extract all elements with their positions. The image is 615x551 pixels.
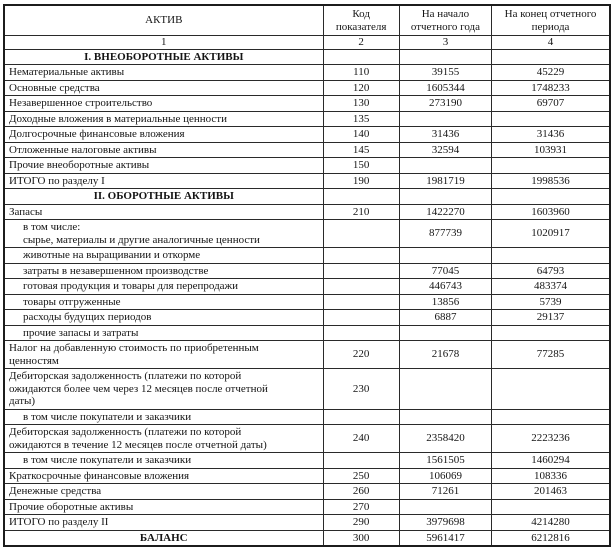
table-row — [4, 204, 610, 220]
row-value-begin: 273190 — [399, 96, 491, 112]
row-value-end — [492, 499, 610, 515]
row-value-begin: 1605344 — [399, 80, 491, 96]
row-label-line: в том числе покупатели и заказчики — [23, 454, 192, 466]
row-value-begin — [399, 248, 491, 264]
row-label — [4, 294, 323, 310]
row-value-end — [492, 409, 610, 425]
row-label — [4, 111, 323, 127]
row-label-line: Дебиторская задолженность (платежи по которой — [9, 370, 242, 382]
table-row — [4, 425, 610, 453]
header-begin-year: На начало отчетного года — [399, 5, 491, 36]
row-value-end: 45229 — [492, 65, 610, 81]
row-value-begin — [399, 111, 491, 127]
row-label-line: ИТОГО по разделу I — [9, 174, 105, 187]
row-value-end: 1748233 — [492, 80, 610, 96]
row-label-line: ожидаются более чем через 12 месяцев после отчетной — [9, 382, 268, 395]
row-value-begin: 446743 — [399, 279, 491, 295]
row-value-end — [492, 49, 610, 65]
row-value-begin — [399, 189, 491, 205]
row-code: 240 — [323, 425, 399, 453]
row-value-end: 5739 — [492, 294, 610, 310]
row-value-begin: 31436 — [399, 127, 491, 143]
table-row — [4, 484, 610, 500]
row-value-begin: 77045 — [399, 263, 491, 279]
row-label-line: Отложенные налоговые активы — [9, 143, 157, 156]
row-label-line: Запасы — [9, 205, 43, 218]
table-row — [4, 530, 610, 546]
row-value-end: 29137 — [492, 310, 610, 326]
row-code — [323, 310, 399, 326]
table-row — [4, 65, 610, 81]
row-label — [4, 80, 323, 96]
row-label-line: II. ОБОРОТНЫЕ АКТИВЫ — [93, 190, 234, 202]
table-row — [4, 294, 610, 310]
table-row — [4, 127, 610, 143]
table-row — [4, 409, 610, 425]
row-label — [4, 515, 323, 531]
row-label-line: Доходные вложения в материальные ценности — [9, 112, 227, 125]
header-end-period: На конец отчетного периода — [492, 5, 610, 36]
row-value-end: 1020917 — [492, 220, 610, 248]
row-label-line: Прочие внеоборотные активы — [9, 159, 150, 171]
row-label-line: Незавершенное строительство — [9, 97, 153, 109]
row-value-begin — [399, 325, 491, 341]
row-code: 230 — [323, 369, 399, 410]
header-code: Код показателя — [323, 5, 399, 36]
row-value-begin — [399, 409, 491, 425]
table-body — [4, 49, 610, 546]
table-row — [4, 111, 610, 127]
row-code: 150 — [323, 158, 399, 174]
row-label-line: Нематериальные активы — [9, 66, 125, 78]
row-label-line: I. ВНЕОБОРОТНЫЕ АКТИВЫ — [84, 50, 244, 63]
row-code: 250 — [323, 468, 399, 484]
row-code: 110 — [323, 65, 399, 81]
row-code — [323, 453, 399, 469]
row-code — [323, 279, 399, 295]
table-row — [4, 96, 610, 112]
row-code — [323, 263, 399, 279]
row-value-begin: 21678 — [399, 341, 491, 369]
row-value-end: 2223236 — [492, 425, 610, 453]
table-row — [4, 515, 610, 531]
row-value-end: 1998536 — [492, 173, 610, 189]
row-label — [4, 484, 323, 500]
row-value-end: 483374 — [492, 279, 610, 295]
table-row — [4, 189, 610, 205]
row-label-line: Денежные средства — [9, 485, 102, 497]
row-value-begin: 71261 — [399, 484, 491, 500]
table-row — [4, 142, 610, 158]
row-label-line: в том числе покупатели и заказчики — [23, 410, 192, 423]
row-label — [4, 220, 323, 248]
row-label-line: сырье, материалы и другие аналогичные ценности — [23, 233, 260, 246]
table-row — [4, 263, 610, 279]
row-label — [4, 425, 323, 453]
row-value-end: 108336 — [492, 468, 610, 484]
row-label — [4, 279, 323, 295]
table-row — [4, 325, 610, 341]
row-value-end: 6212816 — [492, 530, 610, 546]
row-label — [4, 189, 323, 205]
row-code: 220 — [323, 341, 399, 369]
row-value-begin: 1981719 — [399, 173, 491, 189]
table-row — [4, 248, 610, 264]
balance-sheet-table — [3, 4, 611, 547]
row-code — [323, 248, 399, 264]
row-code: 210 — [323, 204, 399, 220]
row-code: 120 — [323, 80, 399, 96]
table-row — [4, 499, 610, 515]
column-number-4: 4 — [492, 36, 610, 50]
row-label-line: готовая продукция и товары для перепродажи — [23, 280, 239, 292]
row-value-end — [492, 111, 610, 127]
row-label — [4, 369, 323, 410]
row-label-line: ожидаются в течение 12 месяцев после отчетной даты) — [9, 438, 267, 451]
row-label-line: даты) — [9, 395, 36, 407]
row-code — [323, 409, 399, 425]
row-value-begin: 6887 — [399, 310, 491, 326]
row-value-begin: 39155 — [399, 65, 491, 81]
table-row — [4, 220, 610, 248]
row-value-end: 103931 — [492, 142, 610, 158]
row-value-end — [492, 369, 610, 410]
row-code: 190 — [323, 173, 399, 189]
row-value-begin: 1561505 — [399, 453, 491, 469]
table-row — [4, 173, 610, 189]
row-label-line: БАЛАНС — [139, 531, 188, 544]
column-numbers-row — [4, 36, 610, 50]
row-label-line: животные на выращивании и откорме — [23, 249, 201, 261]
table-row — [4, 310, 610, 326]
row-code: 300 — [323, 530, 399, 546]
table-row — [4, 49, 610, 65]
column-number-2: 2 — [323, 36, 399, 50]
table-row — [4, 158, 610, 174]
row-code — [323, 294, 399, 310]
row-label — [4, 142, 323, 158]
row-value-end — [492, 248, 610, 264]
row-label — [4, 325, 323, 341]
row-code: 135 — [323, 111, 399, 127]
row-value-begin: 106069 — [399, 468, 491, 484]
row-code — [323, 49, 399, 65]
row-value-begin: 32594 — [399, 142, 491, 158]
row-label — [4, 127, 323, 143]
table-row — [4, 80, 610, 96]
row-label-line: Краткосрочные финансовые вложения — [9, 469, 190, 482]
row-value-begin: 3979698 — [399, 515, 491, 531]
row-value-end: 1603960 — [492, 204, 610, 220]
row-value-begin: 877739 — [399, 220, 491, 248]
column-number-1: 1 — [4, 36, 323, 50]
row-code — [323, 220, 399, 248]
row-label-line: прочие запасы и затраты — [23, 326, 139, 339]
table-row — [4, 453, 610, 469]
header-row — [4, 5, 610, 36]
row-value-end: 31436 — [492, 127, 610, 143]
row-label-line: расходы будущих периодов — [23, 311, 152, 323]
row-code — [323, 325, 399, 341]
row-label — [4, 409, 323, 425]
row-label — [4, 204, 323, 220]
table-header — [4, 5, 610, 49]
row-code: 130 — [323, 96, 399, 112]
column-number-3: 3 — [399, 36, 491, 50]
table-row — [4, 279, 610, 295]
row-label — [4, 158, 323, 174]
row-label — [4, 263, 323, 279]
row-label-line: Налог на добавленную стоимость по приобретенным — [9, 342, 259, 354]
row-value-begin — [399, 369, 491, 410]
row-label — [4, 341, 323, 369]
row-label — [4, 248, 323, 264]
row-value-end — [492, 158, 610, 174]
row-label — [4, 310, 323, 326]
table-row — [4, 369, 610, 410]
row-code: 260 — [323, 484, 399, 500]
table-row — [4, 341, 610, 369]
row-label-line: товары отгруженные — [23, 295, 121, 308]
row-label — [4, 173, 323, 189]
row-code: 145 — [323, 142, 399, 158]
row-label-line: Долгосрочные финансовые вложения — [9, 128, 185, 140]
row-label — [4, 65, 323, 81]
row-value-end: 77285 — [492, 341, 610, 369]
row-code: 290 — [323, 515, 399, 531]
row-value-begin: 2358420 — [399, 425, 491, 453]
row-label-line: в том числе: — [23, 221, 81, 233]
row-value-begin — [399, 158, 491, 174]
row-label-line: ценностям — [9, 354, 59, 367]
row-code: 140 — [323, 127, 399, 143]
row-label — [4, 49, 323, 65]
row-label-line: Прочие оборотные активы — [9, 500, 134, 513]
table-row — [4, 468, 610, 484]
row-value-begin: 5961417 — [399, 530, 491, 546]
row-value-end: 69707 — [492, 96, 610, 112]
row-value-end: 201463 — [492, 484, 610, 500]
row-label-line: Дебиторская задолженность (платежи по которой — [9, 426, 242, 438]
row-value-end — [492, 189, 610, 205]
row-value-end — [492, 325, 610, 341]
row-value-begin — [399, 49, 491, 65]
row-label — [4, 96, 323, 112]
row-value-begin: 13856 — [399, 294, 491, 310]
row-value-end: 4214280 — [492, 515, 610, 531]
row-label — [4, 453, 323, 469]
row-value-end: 1460294 — [492, 453, 610, 469]
row-label-line: затраты в незавершенном производстве — [23, 264, 209, 277]
row-label — [4, 468, 323, 484]
row-value-begin — [399, 499, 491, 515]
row-label-line: ИТОГО по разделу II — [9, 516, 109, 528]
row-label — [4, 499, 323, 515]
row-value-begin: 1422270 — [399, 204, 491, 220]
row-code — [323, 189, 399, 205]
row-label-line: Основные средства — [9, 81, 100, 94]
row-code: 270 — [323, 499, 399, 515]
row-value-end: 64793 — [492, 263, 610, 279]
header-asset: АКТИВ — [4, 5, 323, 36]
row-label — [4, 530, 323, 546]
